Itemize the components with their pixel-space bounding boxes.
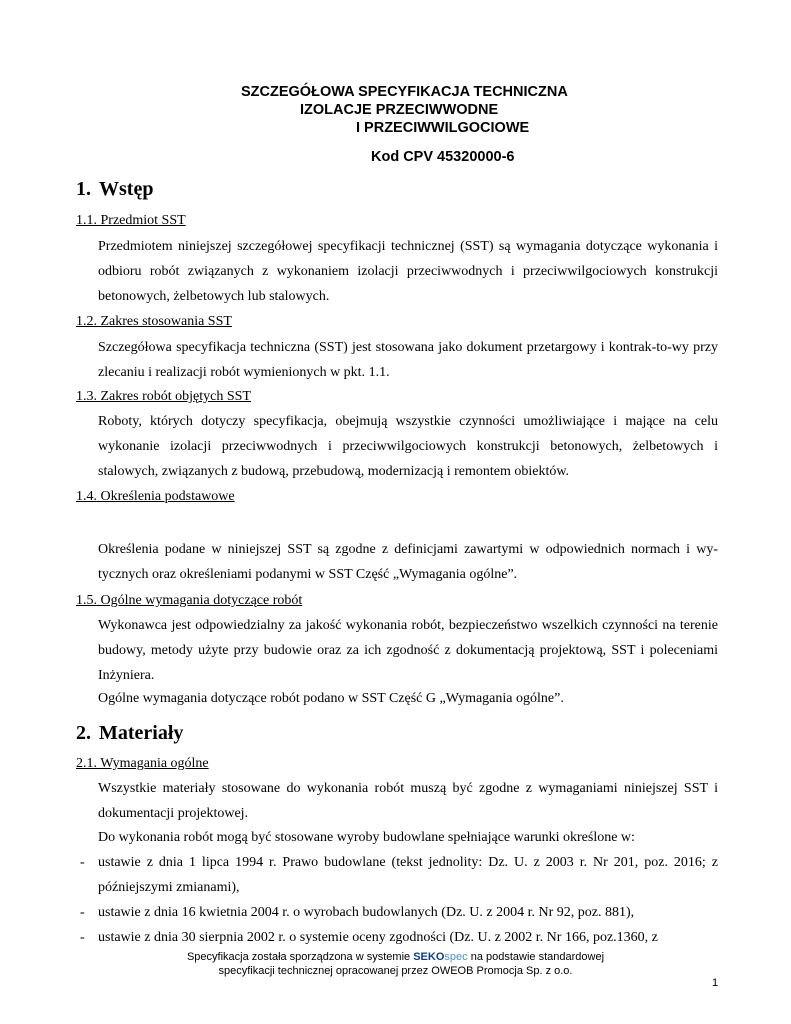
paragraph-1-2: Szczegółowa specyfikacja techniczna (SST) jest stosowana jako dokument przetargowy i kontrak-to-wy przy zlecaniu i realizacji robót wymienionych w pkt. 1.1. bbox=[98, 340, 718, 380]
section-title: Wstęp bbox=[99, 178, 154, 200]
subsection-heading-2-1: 2.1. Wymagania ogólne bbox=[76, 756, 209, 771]
paragraph-2-1: Wszystkie materiały stosowane do wykonania robót muszą być zgodne z wymaganiami niniejszej SST i dokumentacji projektowej. bbox=[98, 781, 718, 821]
list-item bbox=[76, 900, 718, 925]
subsection-heading-1-5: 1.5. Ogólne wymagania dotyczące robót bbox=[76, 593, 303, 608]
subsection-heading-1-4: 1.4. Określenia podstawowe bbox=[76, 489, 235, 504]
bullet-dash: - bbox=[80, 930, 85, 945]
page-footer bbox=[0, 950, 791, 978]
footer-text-after: na podstawie standardowej bbox=[470, 951, 605, 963]
paragraph-2-1-products: Do wykonania robót mogą być stosowane wyroby budowlane spełniające warunki określone w: bbox=[98, 830, 635, 845]
footer-line-1 bbox=[0, 950, 791, 964]
sekospec-logo bbox=[413, 951, 467, 963]
regulations-list bbox=[76, 850, 718, 950]
section-number: 2. bbox=[76, 722, 91, 744]
list-item-text: ustawie z dnia 16 kwietnia 2004 r. o wyrobach budowlanych (Dz. U. z 2004 r. Nr 92, poz. 881), bbox=[98, 905, 635, 920]
section-number: 1. bbox=[76, 178, 91, 200]
list-item bbox=[76, 925, 718, 950]
footer-line-2: specyfikacji technicznej opracowanej przez OWEOB Promocja Sp. z o.o. bbox=[218, 965, 573, 977]
cpv-code: Kod CPV 45320000-6 bbox=[371, 149, 515, 165]
page-number: 1 bbox=[712, 977, 719, 989]
subsection-heading-1-1: 1.1. Przedmiot SST bbox=[76, 213, 186, 228]
bullet-dash: - bbox=[80, 855, 85, 870]
subsection-heading-1-2: 1.2. Zakres stosowania SST bbox=[76, 314, 232, 329]
paragraph-1-5-general: Ogólne wymagania dotyczące robót podano w SST Część G „Wymagania ogólne”. bbox=[98, 691, 564, 706]
title-line-2: IZOLACJE PRZECIWWODNE bbox=[300, 102, 499, 118]
section-title: Materiały bbox=[99, 722, 184, 744]
paragraph-1-5: Wykonawca jest odpowiedzialny za jakość wykonania robót, bezpieczeństwo wszelkich czynności na terenie budowy, metody użyte przy budowie oraz za ich zgodność z dokumentacją projektową, SST i poleceniami Inżyniera. bbox=[98, 618, 718, 683]
footer-text-before: Specyfikacja została sporządzona w systemie bbox=[186, 951, 411, 963]
section-1-heading bbox=[76, 178, 153, 201]
subsection-heading-1-3: 1.3. Zakres robót objętych SST bbox=[76, 389, 251, 404]
section-2-heading bbox=[76, 722, 183, 745]
list-item bbox=[76, 850, 718, 900]
title-line-3: I PRZECIWWILGOCIOWE bbox=[356, 120, 530, 136]
list-item-text: ustawie z dnia 1 lipca 1994 r. Prawo budowlane (tekst jednolity: Dz. U. z 2003 r. Nr 201, poz. 2016; z późniejszymi zmianami), bbox=[98, 855, 718, 895]
paragraph-1-4: Określenia podane w niniejszej SST są zgodne z definicjami zawartymi w odpowiednich normach i wy-tycznych oraz określeniami podanymi w SST Część „Wymagania ogólne”. bbox=[98, 542, 718, 582]
list-item-text: ustawie z dnia 30 sierpnia 2002 r. o systemie oceny zgodności (Dz. U. z 2002 r. Nr 166, poz.1360, z bbox=[98, 930, 658, 945]
brand-bold: SEKO bbox=[413, 951, 445, 963]
bullet-dash: - bbox=[80, 905, 85, 920]
title-line-1: SZCZEGÓŁOWA SPECYFIKACJA TECHNICZNA bbox=[241, 84, 568, 100]
paragraph-1-1: Przedmiotem niniejszej szczegółowej specyfikacji technicznej (SST) są wymagania dotyczące wykonania i odbioru robót związanych z wykonaniem izolacji przeciwwodnych i przeciwwilgociowych konstrukcji betonowych, żelbetowych lub stalowych. bbox=[98, 239, 718, 304]
paragraph-1-3: Roboty, których dotyczy specyfikacja, obejmują wszystkie czynności umożliwiające i mające na celu wykonanie izolacji przeciwwodnych i przeciwwilgociowych konstrukcji betonowych, żelbetowych i stalowych, związanych z budową, przebudową, modernizacją i remontem obiektów. bbox=[98, 414, 718, 479]
brand-light: spec bbox=[444, 951, 468, 963]
